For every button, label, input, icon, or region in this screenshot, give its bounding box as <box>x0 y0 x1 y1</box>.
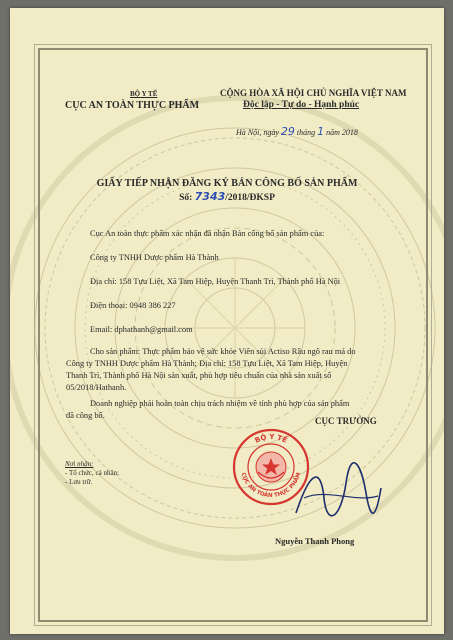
date-prefix: Hà Nội, ngày <box>236 128 279 137</box>
handwritten-signature <box>286 458 386 528</box>
number-handwritten: 7343 <box>194 190 226 203</box>
agency-name: CỤC AN TOÀN THỰC PHẨM <box>65 100 200 111</box>
signer-name: Nguyễn Thanh Phong <box>275 536 355 546</box>
date-month-handwritten: 1 <box>317 125 325 138</box>
number-suffix: /2018/ĐKSP <box>225 193 275 203</box>
responsibility-line-1: Doanh nghiệp phải hoàn toàn chịu trách nhiệm về tính phù hợp của sản phẩm <box>90 399 350 408</box>
recipient-item: - Lưu trữ. <box>65 478 93 486</box>
recipient-item: - Tổ chức, cá nhân; <box>65 469 120 477</box>
product-line-2: Công ty TNHH Dược phẩm Hà Thành; Địa chỉ: 158 Tựu Liệt, Xã Tam Hiệp, Huyện <box>66 359 348 368</box>
recipients-label: Nơi nhận: <box>65 460 94 468</box>
company-email: Email: dphathanh@gmail.com <box>90 325 193 334</box>
product-line-1: Cho sản phẩm: Thực phẩm bảo vệ sức khỏe Viên sủi Actiso Râu ngô rau má do <box>90 347 356 356</box>
document-number <box>10 190 444 203</box>
republic-name: CỘNG HÒA XÃ HỘI CHỦ NGHĨA VIỆT NAM <box>220 88 407 98</box>
stamp-ring-bottom: CỤC AN TOÀN THỰC PHẨM <box>239 471 303 500</box>
company-address: Địa chỉ: 158 Tựu Liệt, Xã Tam Hiệp, Huyện Thanh Trì, Thành phố Hà Nội <box>90 277 341 286</box>
company-phone: Điện thoại: 0948 386 227 <box>90 301 176 310</box>
product-line-3: Thanh Trì, Thành phố Hà Nội sản xuất, phù hợp tiêu chuẩn của nhà sản xuất số <box>66 371 332 380</box>
ministry-name: BỘ Y TẾ <box>130 90 158 98</box>
date-year: năm 2018 <box>326 128 358 137</box>
product-line-4: 05/2018/Hathanh. <box>66 383 127 392</box>
company-name: Công ty TNHH Dược phẩm Hà Thành <box>90 253 219 262</box>
intro-line: Cục An toàn thực phẩm xác nhận đã nhận Bản công bố sản phẩm của: <box>90 229 325 238</box>
number-prefix: Số: <box>179 193 193 203</box>
signer-title: CỤC TRƯỞNG <box>315 416 377 426</box>
national-motto: Độc lập - Tự do - Hạnh phúc <box>243 100 360 110</box>
page-border <box>38 48 428 622</box>
national-emblem-icon <box>256 452 286 482</box>
certificate-page <box>10 8 444 634</box>
date-day-handwritten: 29 <box>280 125 295 138</box>
date-month-label: tháng <box>296 128 316 137</box>
issue-date <box>236 125 358 138</box>
responsibility-line-2: đã công bố. <box>66 411 105 420</box>
document-title: GIẤY TIẾP NHẬN ĐĂNG KÝ BẢN CÔNG BỐ SẢN PHẨM <box>96 178 358 189</box>
stamp-ring-top: BỘ Y TẾ <box>253 432 289 445</box>
